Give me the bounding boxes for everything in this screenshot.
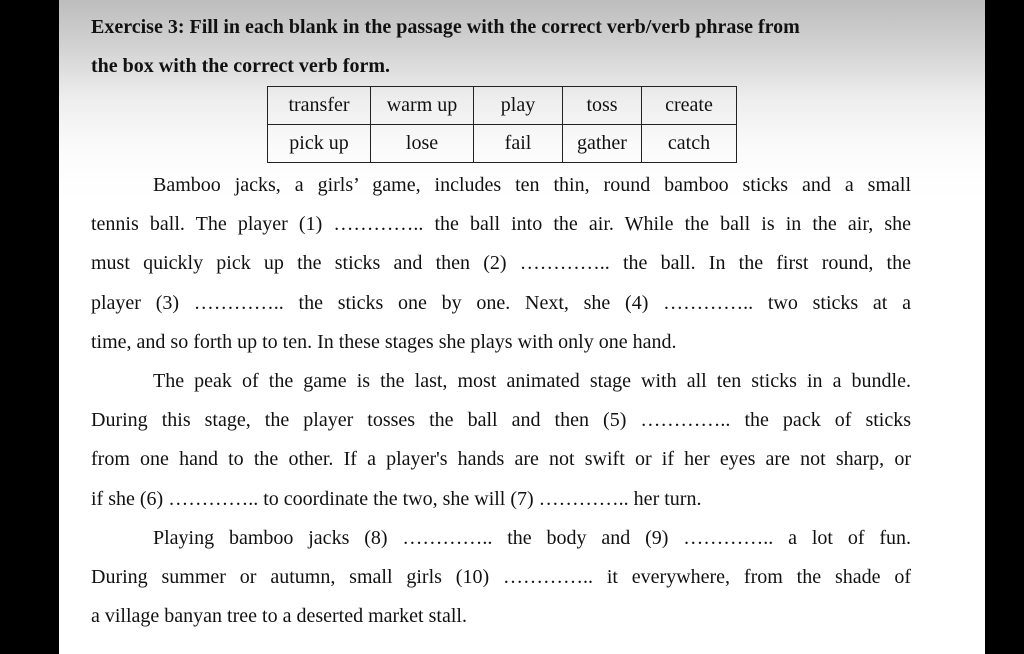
document-page	[59, 0, 985, 654]
verb-box-row	[268, 87, 737, 125]
verb-cell: catch	[642, 125, 737, 163]
verb-cell: gather	[563, 125, 642, 163]
verb-cell: fail	[474, 125, 563, 163]
exercise-heading	[91, 8, 961, 86]
verb-box-table	[267, 86, 737, 163]
verb-cell: toss	[563, 87, 642, 125]
passage-line: Playing bamboo jacks (8) ………….. the body and (9) ………….. a lot of fun.	[153, 526, 911, 549]
passage-line: if she (6) ………….. to coordinate the two, she will (7) ………….. her turn.	[91, 487, 702, 510]
passage-line: from one hand to the other. If a player's hands are not swift or if her eyes are not sharp, or	[91, 448, 911, 471]
exercise-heading-line-1: Exercise 3: Fill in each blank in the passage with the correct verb/verb phrase from	[91, 16, 800, 38]
verb-cell: warm up	[371, 87, 474, 125]
verb-box-row	[268, 125, 737, 163]
passage	[91, 166, 911, 636]
passage-line: time, and so forth up to ten. In these stages she plays with only one hand.	[91, 330, 677, 353]
exercise-heading-line-2: the box with the correct verb form.	[91, 55, 390, 77]
verb-cell: pick up	[268, 125, 371, 163]
passage-line: tennis ball. The player (1) ………….. the ball into the air. While the ball is in the air, she	[91, 213, 911, 236]
passage-line: The peak of the game is the last, most animated stage with all ten sticks in a bundle.	[153, 369, 911, 392]
verb-cell: transfer	[268, 87, 371, 125]
passage-line: player (3) ………….. the sticks one by one. Next, she (4) ………….. two sticks at a	[91, 291, 911, 314]
passage-line: During summer or autumn, small girls (10) ………….. it everywhere, from the shade of	[91, 565, 911, 588]
verb-cell: lose	[371, 125, 474, 163]
passage-line: a village banyan tree to a deserted market stall.	[91, 605, 467, 628]
verb-cell: create	[642, 87, 737, 125]
passage-line: must quickly pick up the sticks and then (2) ………….. the ball. In the first round, the	[91, 252, 911, 275]
passage-line: Bamboo jacks, a girls’ game, includes ten thin, round bamboo sticks and a small	[153, 174, 911, 196]
verb-cell: play	[474, 87, 563, 125]
passage-line: During this stage, the player tosses the ball and then (5) ………….. the pack of sticks	[91, 409, 911, 432]
